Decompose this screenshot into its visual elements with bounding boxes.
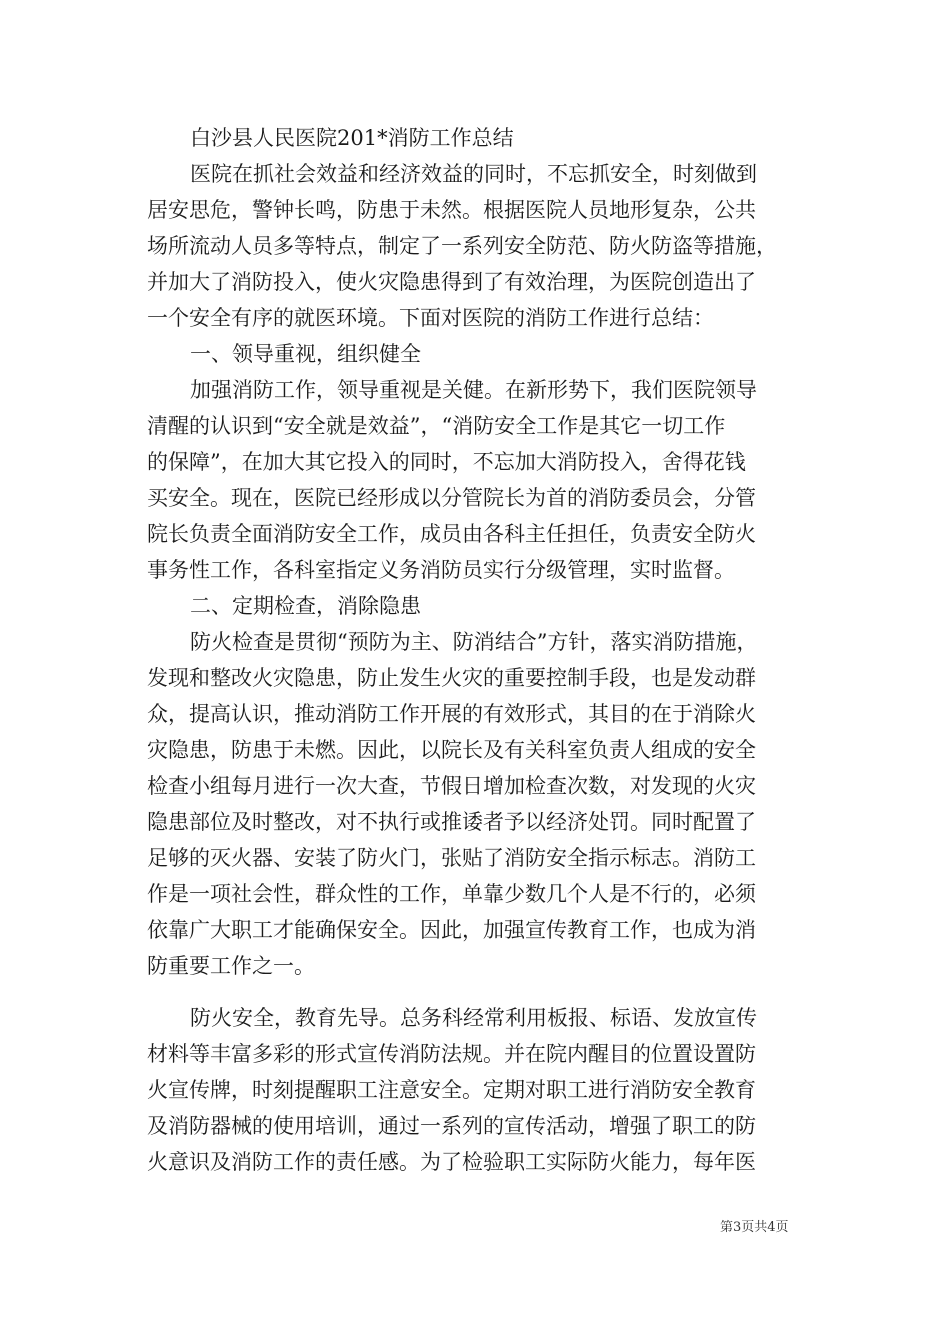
paragraph-line: 火意识及消防工作的责任感。为了检验职工实际防火能力，每年医 — [147, 1150, 756, 1174]
paragraph-line: 场所流动人员多等特点，制定了一系列安全防范、防火防盗等措施， — [147, 234, 777, 258]
paragraph-line: 依靠广大职工才能确保安全。因此，加强宣传教育工作，也成为消 — [147, 918, 756, 942]
section-heading: 二、定期检查，消除隐患 — [190, 594, 421, 618]
paragraph-line: 检查小组每月进行一次大查，节假日增加检查次数，对发现的火灾 — [147, 774, 756, 798]
paragraph-line: 加强消防工作，领导重视是关健。在新形势下，我们医院领导 — [190, 378, 757, 402]
paragraph-line: 一个安全有序的就医环境。下面对医院的消防工作进行总结： — [147, 306, 714, 330]
paragraph-line: 清醒的认识到“安全就是效益”，“消防安全工作是其它一切工作 — [147, 414, 726, 438]
paragraph-line: 隐患部位及时整改，对不执行或推诿者予以经济处罚。同时配置了 — [147, 810, 756, 834]
paragraph-line: 院长负责全面消防安全工作，成员由各科主任担任，负责安全防火 — [147, 522, 756, 546]
paragraph-line: 防重要工作之一。 — [147, 954, 315, 978]
paragraph-line: 灾隐患，防患于未燃。因此，以院长及有关科室负责人组成的安全 — [147, 738, 756, 762]
page-number: 第3页共4页 — [720, 1220, 789, 1235]
paragraph-line: 作是一项社会性，群众性的工作，单靠少数几个人是不行的，必须 — [147, 882, 756, 906]
section-heading: 一、领导重视，组织健全 — [190, 342, 421, 366]
paragraph-line: 的保障”，在加大其它投入的同时，不忘加大消防投入，舍得花钱 — [147, 450, 746, 474]
paragraph-line: 防火安全，教育先导。总务科经常利用板报、标语、发放宣传 — [190, 1006, 757, 1030]
paragraph-line: 医院在抓社会效益和经济效益的同时，不忘抓安全，时刻做到 — [190, 162, 757, 186]
paragraph-line: 居安思危，警钟长鸣，防患于未然。根据医院人员地形复杂，公共 — [147, 198, 756, 222]
paragraph-line: 足够的灭火器、安装了防火门，张贴了消防安全指示标志。消防工 — [147, 846, 756, 870]
doc-title: 白沙县人民医院201*消防工作总结 — [190, 126, 514, 150]
paragraph-line: 并加大了消防投入，使火灾隐患得到了有效治理，为医院创造出了 — [147, 270, 756, 294]
paragraph-line: 火宣传牌，时刻提醒职工注意安全。定期对职工进行消防安全教育 — [147, 1078, 756, 1102]
paragraph-line: 防火检查是贯彻“预防为主、防消结合”方针，落实消防措施， — [190, 630, 758, 654]
paragraph-line: 材料等丰富多彩的形式宣传消防法规。并在院内醒目的位置设置防 — [147, 1042, 756, 1066]
paragraph-line: 事务性工作，各科室指定义务消防员实行分级管理，实时监督。 — [147, 558, 735, 582]
paragraph-line: 及消防器械的使用培训，通过一系列的宣传活动，增强了职工的防 — [147, 1114, 756, 1138]
paragraph-line: 发现和整改火灾隐患，防止发生火灾的重要控制手段，也是发动群 — [147, 666, 756, 690]
paragraph-line: 众，提高认识，推动消防工作开展的有效形式，其目的在于消除火 — [147, 702, 756, 726]
paragraph-line: 买安全。现在，医院已经形成以分管院长为首的消防委员会，分管 — [147, 486, 756, 510]
